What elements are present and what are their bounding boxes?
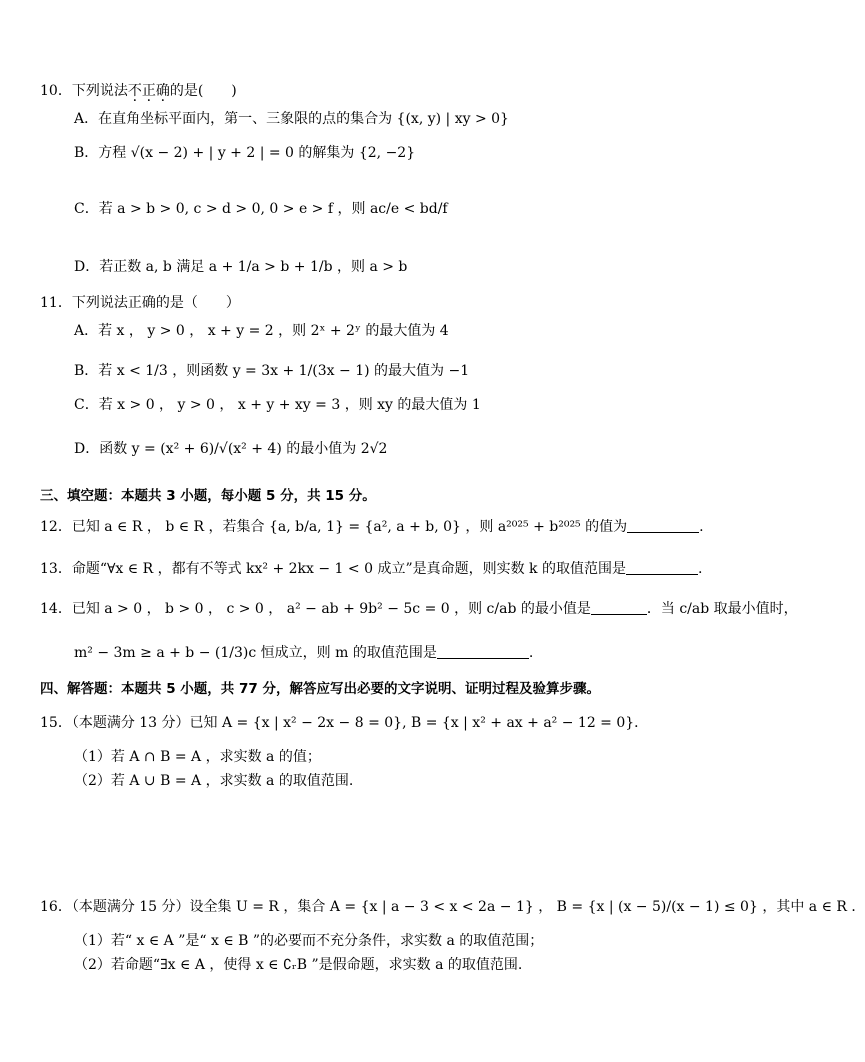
q14-text-a: 14．已知 a > 0 ， b > 0 ， c > 0 ， a² − ab + 9b² − 5c = 0 ，则 c/ab 的最小值是 (40, 601, 591, 617)
q15-stem: 15．（本题满分 13 分）已知 A = {x | x² − 2x − 8 = 0}, B = {x | x² + ax + a² − 12 = 0}． (40, 715, 649, 731)
q11-option-d: D．函数 y = (x² + 6)/√(x² + 4) 的最小值为 2√2 (74, 441, 388, 457)
q10-stem-tail: 的是( ) (169, 83, 237, 99)
q14-answer-blank-2[interactable] (437, 644, 529, 659)
q11-option-c: C．若 x > 0 ， y > 0 ， x + y + xy = 3 ，则 xy 的最大值为 1 (74, 397, 481, 413)
q13: 13．命题“∀x ∈ R ，都有不等式 kx² + 2kx − 1 < 0 成立”是真命题，则实数 k 的取值范围是 . (40, 561, 703, 577)
q12-answer-blank[interactable] (627, 518, 699, 533)
q14-text-a2: ．当 c/ab 取最小值时， (646, 601, 798, 617)
q10-option-c: C．若 a > b > 0, c > d > 0, 0 > e > f ，则 ac/e < bd/f (74, 201, 448, 217)
q16-part-1: （1）若“ x ∈ A ”是“ x ∈ B ”的必要而不充分条件，求实数 a 的取值范围； (74, 933, 544, 949)
q15-part-1: （1）若 A ∩ B = A ，求实数 a 的值； (74, 749, 321, 765)
q16-stem: 16．（本题满分 15 分）设全集 U = R ，集合 A = {x | a − 3 < x < 2a − 1} ， B = {x | (x − 5)/(x − 1) ≤ 0} ，其中 a ∈ R ． (40, 899, 865, 915)
q10-emph-char: 确 (155, 83, 170, 99)
q14-line2: m² − 3m ≥ a + b − (1/3)c 恒成立，则 m 的取值范围是 . (74, 645, 534, 661)
q13-text: 13．命题“∀x ∈ R ，都有不等式 kx² + 2kx − 1 < 0 成立”是真命题，则实数 k 的取值范围是 (40, 561, 626, 577)
q15-part-2: （2）若 A ∪ B = A ，求实数 a 的取值范围. (74, 773, 354, 789)
q10-option-d: D．若正数 a, b 满足 a + 1/a > b + 1/b ，则 a > b (74, 259, 408, 275)
q10-option-a: A．在直角坐标平面内，第一、三象限的点的集合为 {(x, y) | xy > 0} (74, 111, 509, 127)
q12-text: 12．已知 a ∈ R ， b ∈ R ，若集合 {a, b/a, 1} = {a², a + b, 0} ，则 a²⁰²⁵ + b²⁰²⁵ 的值为 (40, 519, 628, 535)
q14-answer-blank-1[interactable] (591, 600, 647, 615)
q10-stem-head: 10．下列说法 (40, 83, 128, 99)
q11-option-a: A．若 x ， y > 0 ， x + y = 2 ，则 2ˣ + 2ʸ 的最大值为 4 (74, 323, 449, 339)
q11-stem: 11．下列说法正确的是（ ） (40, 295, 240, 311)
section-4-heading: 四、解答题：本题共 5 小题，共 77 分，解答应写出必要的文字说明、证明过程及验算步骤。 (40, 681, 600, 697)
q10-option-b: B．方程 √(x − 2) + | y + 2 | = 0 的解集为 {2, −2} (74, 145, 416, 161)
q10-stem (40, 82, 237, 100)
q16-part-2: （2）若命题“∃x ∈ A ，使得 x ∈ ∁ᵣB ”是假命题，求实数 a 的取值范围. (74, 957, 523, 973)
q14-text-b: m² − 3m ≥ a + b − (1/3)c 恒成立，则 m 的取值范围是 (74, 645, 437, 661)
q14-line1 (40, 600, 798, 618)
q11-option-b: B．若 x < 1/3 ，则函数 y = 3x + 1/(3x − 1) 的最大值为 −1 (74, 363, 470, 379)
q10-emph-char: 正 (141, 83, 156, 99)
q10-emph-char: 不 (127, 83, 142, 99)
section-3-heading: 三、填空题：本题共 3 小题，每小题 5 分，共 15 分。 (40, 488, 376, 504)
q13-answer-blank[interactable] (626, 560, 698, 575)
q12: 12．已知 a ∈ R ， b ∈ R ，若集合 {a, b/a, 1} = {a², a + b, 0} ，则 a²⁰²⁵ + b²⁰²⁵ 的值为 . (40, 519, 704, 535)
